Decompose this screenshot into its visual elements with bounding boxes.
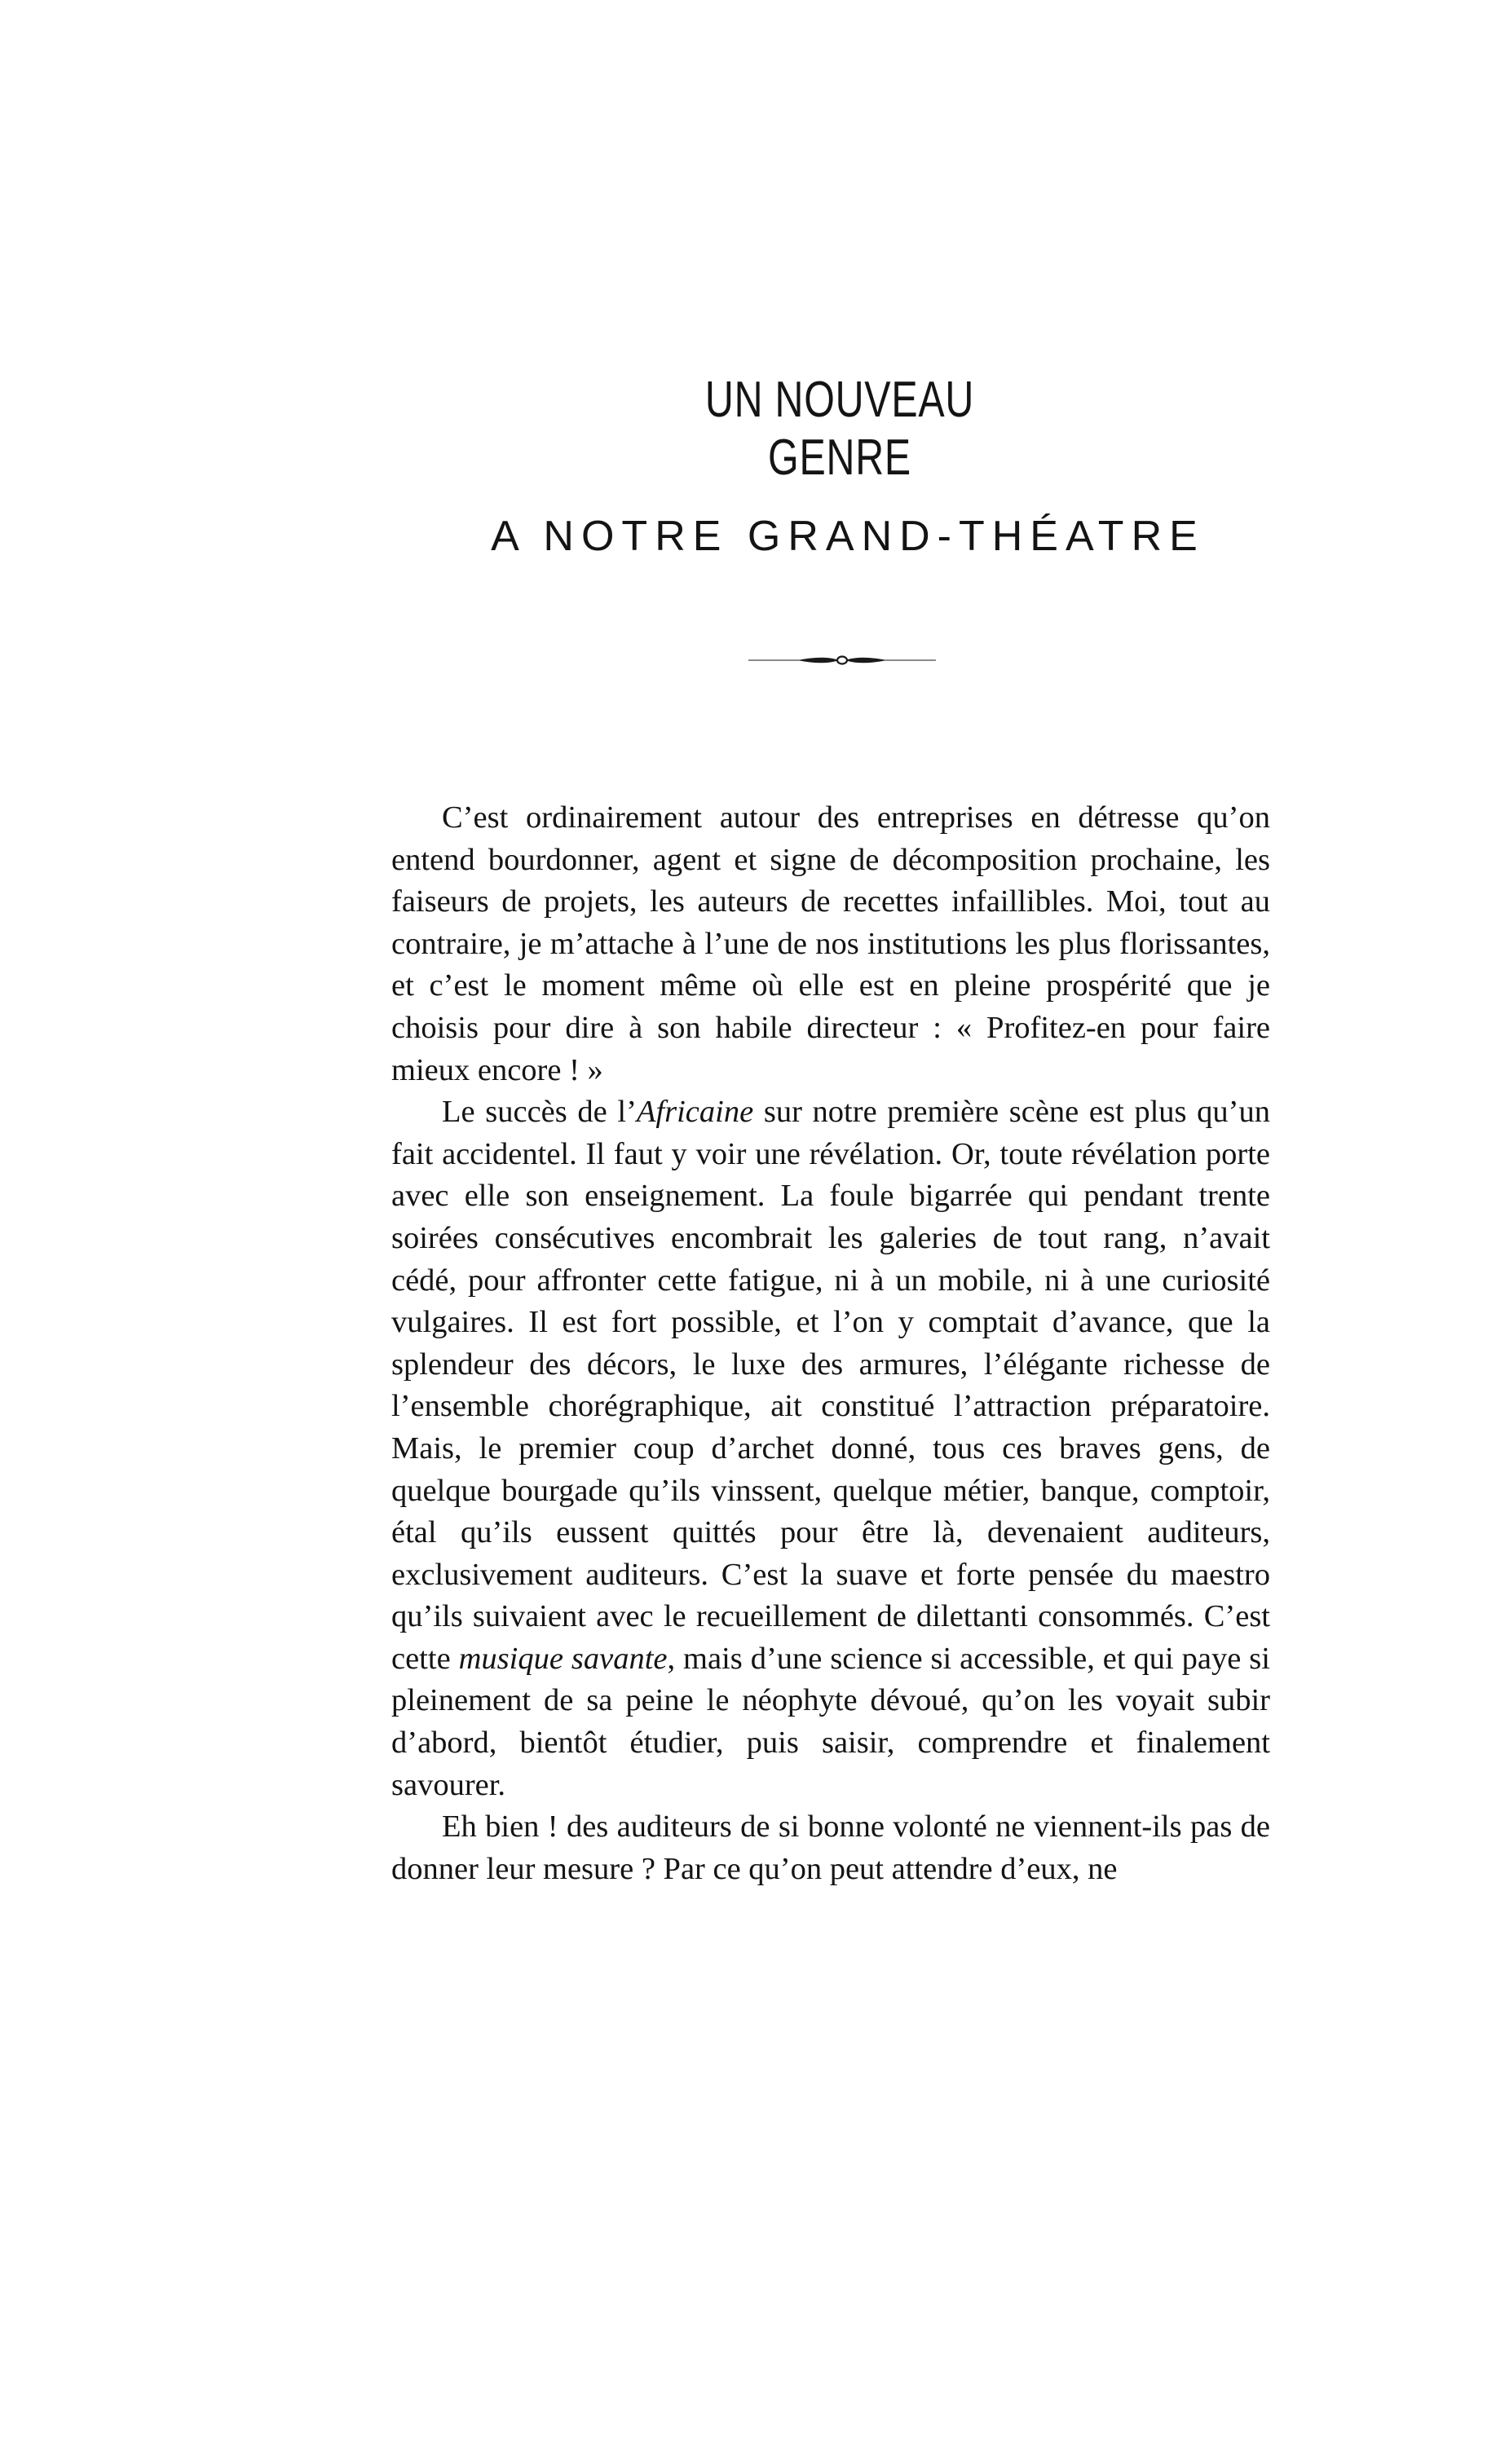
article-subtitle: A NOTRE GRAND-THÉATRE (491, 513, 1205, 560)
emphasis-musique-savante: musique savante (458, 1641, 668, 1676)
ornament-left-swell (797, 658, 836, 663)
ornament-center-ring (837, 657, 847, 664)
paragraph-2 (391, 1091, 1270, 1806)
paragraph-1 (391, 797, 1270, 1091)
paragraph-2-text-a: Le succès de l’ (442, 1095, 637, 1130)
paragraph-2-text-c: , mais d’une science si accessible, et qui paye si pleinement de sa peine le néophyte dévoué, qu’on les voyait subir d’abord, bientôt étudier, puis saisir, comprendre et finalement savourer. (391, 1641, 1270, 1802)
paragraph-3 (391, 1806, 1270, 1890)
work-title-africaine: Africaine (636, 1095, 754, 1130)
fleuron-ornament-icon (748, 648, 936, 672)
paragraph-1-text: C’est ordinairement autour des entreprises en détresse qu’on entend bourdonner, agent et signe de décomposition prochaine, les faiseurs de projets, les auteurs de recettes infaillibles. Moi, tout au contraire, je m’attache à l’une de nos institutions les plus florissantes, et c’est le moment même où elle est en pleine prospérité que je choisis pour dire à son habile directeur : « Profitez-en pour faire mieux encore ! » (391, 800, 1270, 1087)
article-body (391, 797, 1270, 1890)
paragraph-3-text: Eh bien ! des auditeurs de si bonne volonté ne viennent-ils pas de donner leur mesure ? Par ce qu’on peut attendre d’eux, ne (391, 1809, 1270, 1886)
paragraph-2-text-b: sur notre première scène est plus qu’un fait accidentel. Il faut y voir une révélation. Or, toute révélation porte avec elle son enseignement. La foule bigarrée qui pendant trente soirées consécutives encombrait les galeries de tout rang, n’avait cédé, pour affronter cette fatigue, ni à un mobile, ni à une curiosité vulgaires. Il est fort possible, et l’on y comptait d’avance, que la splendeur des décors, le luxe des armures, l’élégante richesse de l’ensemble chorégraphique, ait constitué l’attraction préparatoire. Mais, le premier coup d’archet donné, tous ces braves gens, de quelque bourgade qu’ils vinssent, quelque métier, banque, comptoir, étal qu’ils eussent quittés pour être là, devenaient auditeurs, exclusivement auditeurs. C’est la suave et forte pensée du maestro qu’ils suivaient avec le recueillement de dilettanti consommés. C’est cette (391, 1095, 1270, 1676)
article-title: UN NOUVEAU GENRE (704, 372, 975, 486)
